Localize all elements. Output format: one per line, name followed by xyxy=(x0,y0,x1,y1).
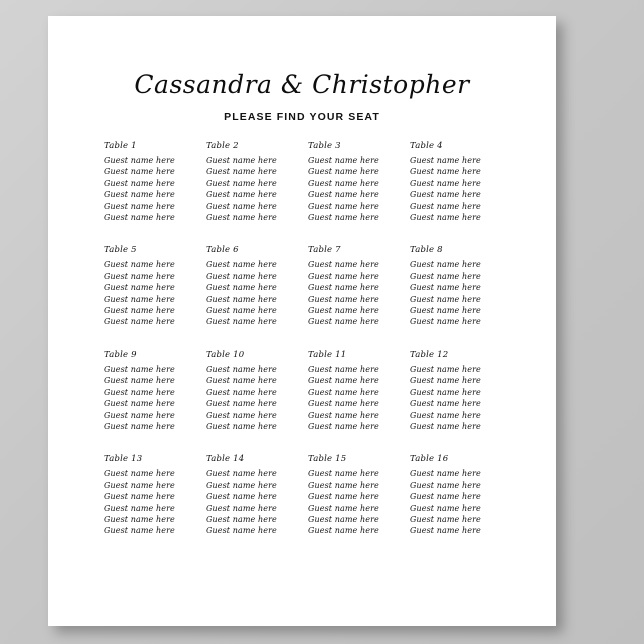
guest-name: Guest name here xyxy=(104,387,175,397)
guest-name: Guest name here xyxy=(206,399,277,409)
guest-name: Guest name here xyxy=(410,167,481,177)
guest-name: Guest name here xyxy=(410,514,481,524)
guest-name: Guest name here xyxy=(104,283,175,293)
guest-name: Guest name here xyxy=(308,156,379,165)
guest-name: Guest name here xyxy=(308,526,379,536)
guest-name: Guest name here xyxy=(104,317,175,327)
guest-name: Guest name here xyxy=(410,201,481,211)
guest-name: Guest name here xyxy=(410,156,481,165)
poster-content xyxy=(48,16,556,626)
guest-name: Guest name here xyxy=(410,503,481,513)
guest-name: Guest name here xyxy=(206,167,277,177)
guest-name: Guest name here xyxy=(104,156,175,165)
guest-name: Guest name here xyxy=(308,271,379,281)
guest-name: Guest name here xyxy=(410,421,481,431)
table-block xyxy=(206,454,296,536)
guest-name: Guest name here xyxy=(206,178,277,188)
guest-name: Guest name here xyxy=(308,178,379,188)
guest-name: Guest name here xyxy=(308,410,379,420)
guest-name: Guest name here xyxy=(206,492,277,502)
table-title: Table 14 xyxy=(206,454,245,465)
guest-name: Guest name here xyxy=(104,514,175,524)
guest-name: Guest name here xyxy=(410,271,481,281)
guest-name: Guest name here xyxy=(104,469,175,479)
table-block xyxy=(104,350,194,432)
table-title: Table 1 xyxy=(104,141,137,151)
guest-name: Guest name here xyxy=(308,480,379,490)
guest-name: Guest name here xyxy=(308,492,379,502)
guest-name: Guest name here xyxy=(308,190,379,200)
guest-name: Guest name here xyxy=(410,306,481,316)
guest-name: Guest name here xyxy=(206,294,277,304)
guest-name: Guest name here xyxy=(206,213,277,223)
guest-name: Guest name here xyxy=(410,260,481,270)
guest-name: Guest name here xyxy=(206,317,277,327)
guest-name: Guest name here xyxy=(206,514,277,524)
guest-name: Guest name here xyxy=(206,260,277,270)
guest-name: Guest name here xyxy=(206,526,277,536)
table-title: Table 11 xyxy=(308,349,347,360)
guest-name: Guest name here xyxy=(104,503,175,513)
table-block xyxy=(308,245,398,327)
guest-name: Guest name here xyxy=(104,294,175,304)
guest-name: Guest name here xyxy=(308,306,379,316)
table-title: Table 12 xyxy=(410,349,449,360)
table-block xyxy=(410,350,500,432)
table-block xyxy=(104,141,194,223)
guest-name: Guest name here xyxy=(308,469,379,479)
guest-name: Guest name here xyxy=(308,387,379,397)
guest-name: Guest name here xyxy=(410,480,481,490)
table-block xyxy=(206,245,296,327)
table-block xyxy=(308,350,398,432)
guest-name: Guest name here xyxy=(308,201,379,211)
guest-name: Guest name here xyxy=(410,190,481,200)
guest-name: Guest name here xyxy=(308,283,379,293)
table-title: Table 15 xyxy=(308,454,347,465)
guest-name: Guest name here xyxy=(206,421,277,431)
guest-name: Guest name here xyxy=(206,376,277,386)
table-title: Table 4 xyxy=(410,141,443,151)
guest-name: Guest name here xyxy=(206,156,277,165)
table-block xyxy=(410,454,500,536)
table-title: Table 3 xyxy=(308,141,341,151)
guest-name: Guest name here xyxy=(410,364,481,374)
guest-name: Guest name here xyxy=(410,492,481,502)
guest-name: Guest name here xyxy=(308,421,379,431)
guest-name: Guest name here xyxy=(206,201,277,211)
guest-name: Guest name here xyxy=(308,376,379,386)
guest-name: Guest name here xyxy=(308,213,379,223)
poster-subtitle: PLEASE FIND YOUR SEAT xyxy=(224,111,380,123)
guest-name: Guest name here xyxy=(206,283,277,293)
table-title: Table 6 xyxy=(206,245,239,256)
guest-name: Guest name here xyxy=(104,260,175,270)
guest-name: Guest name here xyxy=(410,317,481,327)
guest-name: Guest name here xyxy=(308,399,379,409)
tables-grid xyxy=(104,141,500,537)
guest-name: Guest name here xyxy=(206,271,277,281)
guest-name: Guest name here xyxy=(104,480,175,490)
guest-name: Guest name here xyxy=(104,376,175,386)
table-block xyxy=(410,245,500,327)
guest-name: Guest name here xyxy=(308,503,379,513)
table-block xyxy=(206,141,296,223)
guest-name: Guest name here xyxy=(410,294,481,304)
table-title: Table 10 xyxy=(206,349,245,360)
guest-name: Guest name here xyxy=(410,178,481,188)
guest-name: Guest name here xyxy=(410,387,481,397)
guest-name: Guest name here xyxy=(308,167,379,177)
table-title: Table 7 xyxy=(308,245,341,256)
guest-name: Guest name here xyxy=(104,492,175,502)
guest-name: Guest name here xyxy=(206,469,277,479)
guest-name: Guest name here xyxy=(410,283,481,293)
table-title: Table 16 xyxy=(410,454,449,465)
guest-name: Guest name here xyxy=(104,190,175,200)
guest-name: Guest name here xyxy=(308,364,379,374)
table-block xyxy=(104,454,194,536)
table-block xyxy=(308,141,398,223)
guest-name: Guest name here xyxy=(104,410,175,420)
guest-name: Guest name here xyxy=(308,514,379,524)
table-title: Table 8 xyxy=(410,245,443,256)
guest-name: Guest name here xyxy=(206,364,277,374)
guest-name: Guest name here xyxy=(104,213,175,223)
guest-name: Guest name here xyxy=(410,376,481,386)
guest-name: Guest name here xyxy=(410,469,481,479)
table-title: Table 5 xyxy=(104,245,137,256)
guest-name: Guest name here xyxy=(206,480,277,490)
guest-name: Guest name here xyxy=(308,260,379,270)
guest-name: Guest name here xyxy=(104,306,175,316)
guest-name: Guest name here xyxy=(410,399,481,409)
guest-name: Guest name here xyxy=(410,213,481,223)
guest-name: Guest name here xyxy=(206,503,277,513)
table-title: Table 2 xyxy=(206,141,239,151)
guest-name: Guest name here xyxy=(104,201,175,211)
guest-name: Guest name here xyxy=(206,190,277,200)
seating-chart-poster xyxy=(48,16,556,626)
guest-name: Guest name here xyxy=(104,178,175,188)
guest-name: Guest name here xyxy=(206,410,277,420)
couple-names: Cassandra & Christopher xyxy=(134,70,470,99)
guest-name: Guest name here xyxy=(308,317,379,327)
table-block xyxy=(410,141,500,223)
table-block xyxy=(308,454,398,536)
table-block xyxy=(206,350,296,432)
guest-name: Guest name here xyxy=(410,526,481,536)
guest-name: Guest name here xyxy=(206,387,277,397)
guest-name: Guest name here xyxy=(308,294,379,304)
guest-name: Guest name here xyxy=(104,526,175,536)
guest-name: Guest name here xyxy=(104,364,175,374)
table-block xyxy=(104,245,194,327)
guest-name: Guest name here xyxy=(104,399,175,409)
table-title: Table 9 xyxy=(104,349,137,360)
guest-name: Guest name here xyxy=(206,306,277,316)
guest-name: Guest name here xyxy=(104,271,175,281)
table-title: Table 13 xyxy=(104,454,143,465)
guest-name: Guest name here xyxy=(410,410,481,420)
guest-name: Guest name here xyxy=(104,167,175,177)
guest-name: Guest name here xyxy=(104,421,175,431)
